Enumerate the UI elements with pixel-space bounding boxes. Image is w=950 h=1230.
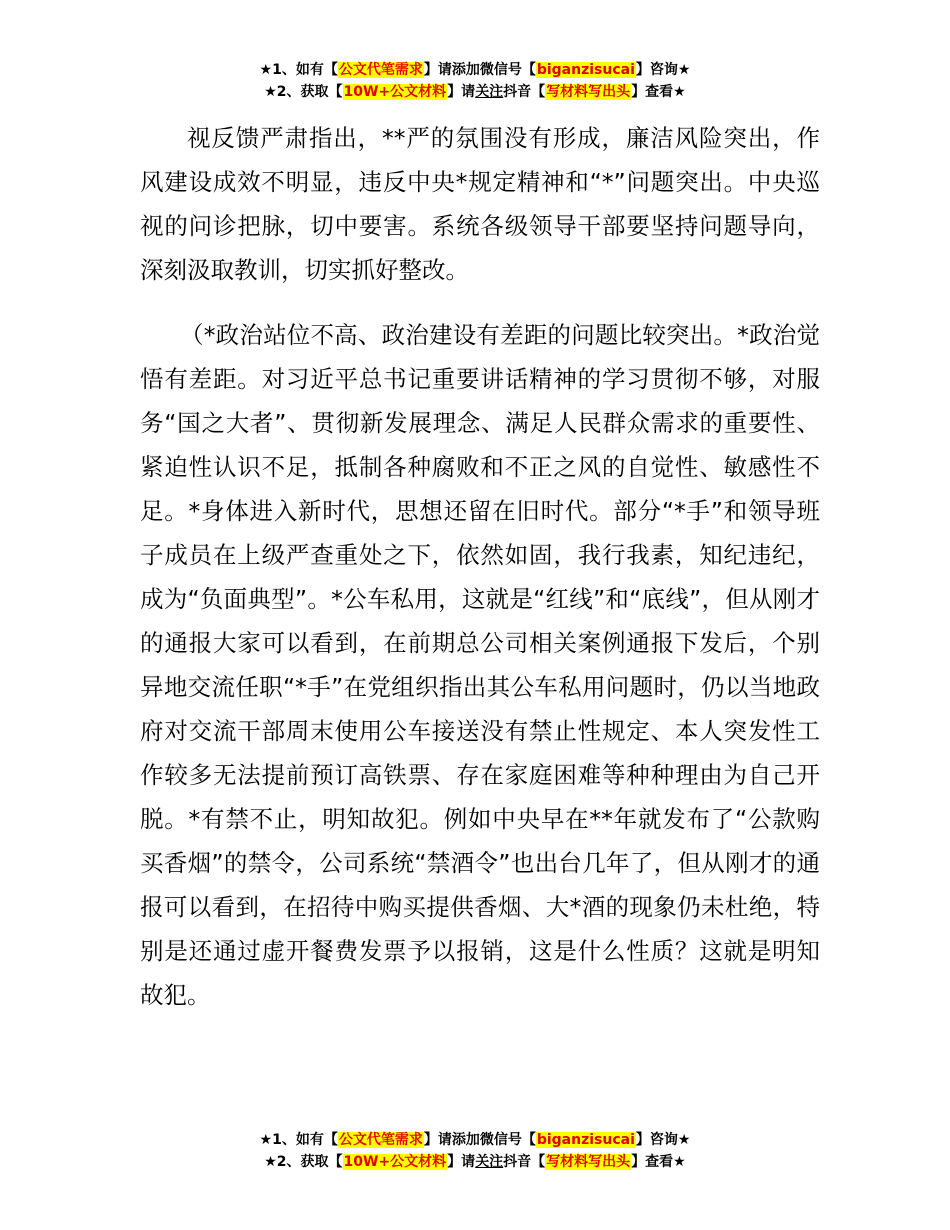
footer-highlight-ghostwriting: 公文代笔需求 <box>338 1132 423 1148</box>
body-paragraph-1: 视反馈严肃指出，**严的氛围没有形成，廉洁风险突出，作风建设成效不明显，违反中央*规定精神和“*”问题突出。中央巡视的问诊把脉，切中要害。系统各级领导干部要坚持问题导向，深刻汲取教训，切实抓好整改。 <box>140 124 820 284</box>
footer-line-2-mid-b: 抖音【 <box>503 1154 546 1170</box>
banner-highlight-wechat-id: biganzisucai <box>536 62 635 78</box>
banner-highlight-douyin-account: 写材料写出头 <box>546 84 631 100</box>
banner-line-2-suffix: 】查看★ <box>631 84 686 100</box>
banner-line-1-mid: 】请添加微信号【 <box>423 62 536 78</box>
footer-line-2-suffix: 】查看★ <box>631 1154 686 1170</box>
banner-line-1-suffix: 】咨询★ <box>635 62 691 78</box>
footer-banner <box>0 1129 950 1173</box>
footer-line-1-mid: 】请添加微信号【 <box>423 1132 536 1148</box>
footer-line-2-prefix: ★2、获取【 <box>264 1154 343 1170</box>
banner-highlight-materials: 10W+公文材料 <box>343 84 447 100</box>
body-paragraph-2: （*政治站位不高、政治建设有差距的问题比较突出。*政治觉悟有差距。对习近平总书记重要讲话精神的学习贯彻不够，对服务“国之大者”、贯彻新发展理念、满足人民群众需求的重要性、紧迫性认识不足，抵制各种腐败和不正之风的自觉性、敏感性不足。*身体进入新时代，思想还留在旧时代。部分“*手”和领导班子成员在上级严查重处之下，依然如固，我行我素，知纪违纪，成为“负面典型”。*公车私用，这就是“红线”和“底线”，但从刚才的通报大家可以看到，在前期总公司相关案例通报下发后，个别异地交流任职“*手”在党组织指出其公车私用问题时，仍以当地政府对交流干部周末使用公车接送没有禁止性规定、本人突发性工作较多无法提前预订高铁票、存在家庭困难等种种理由为自己开脱。*有禁不止，明知故犯。例如中央早在**年就发布了“公款购买香烟”的禁令，公司系统“禁酒令”也出台几年了，但从刚才的通报可以看到，在招待中购买提供香烟、大*酒的现象仍未杜绝，特别是还通过虚开餐费发票予以报销，这是什么性质？这就是明知故犯。 <box>140 321 820 1009</box>
footer-highlight-materials: 10W+公文材料 <box>343 1154 447 1170</box>
footer-follow-text: 关注 <box>475 1154 504 1170</box>
header-banner <box>0 59 950 103</box>
banner-follow-text: 关注 <box>475 84 504 100</box>
footer-line-1-prefix: ★1、如有【 <box>259 1132 338 1148</box>
banner-line-2-mid-a: 】请 <box>447 84 476 100</box>
footer-banner-line-2 <box>0 1151 950 1173</box>
banner-line-2 <box>0 81 950 103</box>
banner-line-1 <box>0 59 950 81</box>
banner-line-2-mid-b: 抖音【 <box>503 84 546 100</box>
footer-highlight-wechat-id: biganzisucai <box>536 1132 635 1148</box>
footer-line-1-suffix: 】咨询★ <box>635 1132 691 1148</box>
footer-line-2-mid-a: 】请 <box>447 1154 476 1170</box>
banner-line-1-prefix: ★1、如有【 <box>259 62 338 78</box>
banner-line-2-prefix: ★2、获取【 <box>264 84 343 100</box>
document-body <box>140 116 820 1017</box>
footer-highlight-douyin-account: 写材料写出头 <box>546 1154 631 1170</box>
banner-highlight-ghostwriting: 公文代笔需求 <box>338 62 423 78</box>
footer-banner-line-1 <box>0 1129 950 1151</box>
